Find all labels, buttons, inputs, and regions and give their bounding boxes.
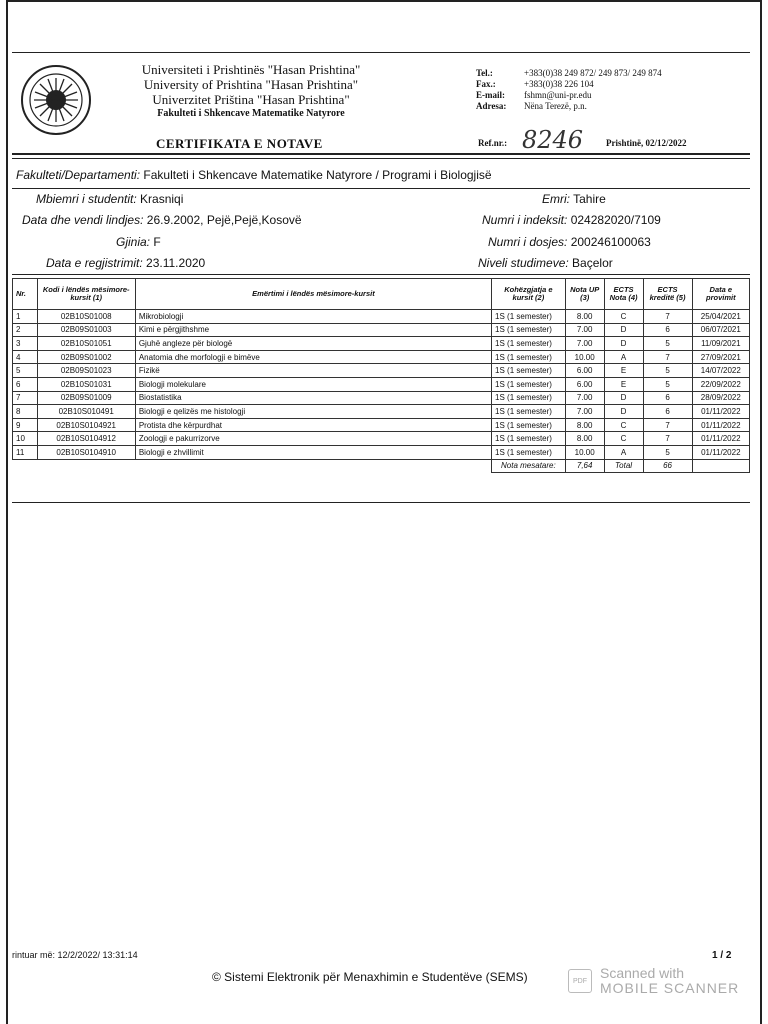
table-cell: 4 — [13, 350, 38, 364]
table-cell: Anatomia dhe morfologji e bimëve — [135, 350, 491, 364]
table-row — [13, 418, 750, 432]
certificate-title: CERTIFIKATA E NOTAVE — [156, 136, 323, 151]
table-cell: 01/11/2022 — [692, 418, 749, 432]
table-cell: D — [604, 405, 643, 419]
table-cell: 02B10S010491 — [37, 405, 135, 419]
scanner-line-2: MOBILE SCANNER — [600, 980, 740, 996]
table-cell: 02B10S01031 — [37, 377, 135, 391]
contact-row: Fax.: +383(0)38 226 104 — [476, 79, 594, 89]
pdf-icon: PDF — [568, 969, 592, 993]
col-header: Nota UP (3) — [565, 279, 604, 310]
table-row — [13, 350, 750, 364]
table-cell: 9 — [13, 418, 38, 432]
index-field: Numri i indeksit: 024282020/7109 — [482, 213, 661, 227]
table-cell: E — [604, 364, 643, 378]
table-cell: 3 — [13, 337, 38, 351]
table-cell: 02B09S01023 — [37, 364, 135, 378]
table-row — [13, 323, 750, 337]
total-label: Total — [604, 459, 643, 473]
table-cell: D — [604, 391, 643, 405]
table-cell: 22/09/2022 — [692, 377, 749, 391]
contact-row: Tel.: +383(0)38 249 872/ 249 873/ 249 874 — [476, 68, 662, 78]
table-footer-row — [13, 459, 750, 473]
table-cell: 02B10S0104921 — [37, 418, 135, 432]
table-cell: 7.00 — [565, 323, 604, 337]
col-header: ECTS kreditë (5) — [643, 279, 692, 310]
level-field: Niveli studimeve: Baçelor — [478, 256, 613, 270]
table-cell: 1S (1 semester) — [492, 310, 566, 324]
table-cell: 02B10S0104910 — [37, 445, 135, 459]
surname-field: Mbiemri i studentit: Krasniqi — [36, 192, 184, 206]
student-rule — [12, 188, 750, 189]
table-cell: 1S (1 semester) — [492, 391, 566, 405]
table-cell: 02B09S01002 — [37, 350, 135, 364]
table-cell: 1S (1 semester) — [492, 405, 566, 419]
table-cell: C — [604, 418, 643, 432]
table-row — [13, 337, 750, 351]
dossier-field: Numri i dosjes: 200246100063 — [488, 235, 651, 249]
table-cell: Fizikë — [135, 364, 491, 378]
col-header: Kodi i lëndës mësimore-kursit (1) — [37, 279, 135, 310]
table-cell: 06/07/2021 — [692, 323, 749, 337]
contact-block — [476, 68, 662, 112]
table-cell: 7.00 — [565, 391, 604, 405]
table-cell: Kimi e përgjithshme — [135, 323, 491, 337]
table-cell: 1S (1 semester) — [492, 323, 566, 337]
table-cell: Biologji e qelizës me histologji — [135, 405, 491, 419]
table-bottom-rule — [12, 502, 750, 503]
grades-table — [12, 278, 750, 473]
table-cell: 7 — [643, 350, 692, 364]
registration-field: Data e regjistrimit: 23.11.2020 — [46, 256, 206, 270]
table-cell: 1S (1 semester) — [492, 364, 566, 378]
name-field: Emri: Tahire — [542, 192, 606, 206]
table-cell: 10.00 — [565, 350, 604, 364]
table-cell: 01/11/2022 — [692, 405, 749, 419]
faculty-name: Fakulteti i Shkencave Matematike Natyrore — [157, 108, 345, 119]
table-cell: 27/09/2021 — [692, 350, 749, 364]
table-row — [13, 391, 750, 405]
table-cell: 8.00 — [565, 432, 604, 446]
ref-label: Ref.nr.: — [478, 138, 508, 148]
table-top-rule — [12, 274, 750, 275]
table-cell: 5 — [13, 364, 38, 378]
table-cell: 25/04/2021 — [692, 310, 749, 324]
scanner-line-1: Scanned with — [600, 965, 685, 981]
university-seal-icon — [20, 64, 92, 136]
table-row — [13, 310, 750, 324]
table-cell: 7 — [643, 310, 692, 324]
table-cell: Biologji molekulare — [135, 377, 491, 391]
page-number: 1 / 2 — [712, 950, 732, 961]
table-row — [13, 364, 750, 378]
table-cell: 02B09S01009 — [37, 391, 135, 405]
table-cell: 1 — [13, 310, 38, 324]
table-cell: 1S (1 semester) — [492, 432, 566, 446]
table-cell: 8 — [13, 405, 38, 419]
table-cell: 11 — [13, 445, 38, 459]
table-row — [13, 432, 750, 446]
university-line-2: University of Prishtina "Hasan Prishtina" — [143, 77, 359, 92]
table-cell: A — [604, 350, 643, 364]
table-cell: 7.00 — [565, 405, 604, 419]
table-cell: 5 — [643, 445, 692, 459]
col-header: Kohëzgjatja e kursit (2) — [492, 279, 566, 310]
faculty-field: Fakulteti/Departamenti: Fakulteti i Shkencave Matematike Natyrore / Programi i Biologjisë — [16, 168, 492, 182]
table-cell: 2 — [13, 323, 38, 337]
table-cell: 5 — [643, 364, 692, 378]
table-cell: Gjuhë angleze për biologë — [135, 337, 491, 351]
table-cell: 10 — [13, 432, 38, 446]
table-row — [13, 445, 750, 459]
table-cell: 7 — [643, 418, 692, 432]
birth-field: Data dhe vendi lindjes: 26.9.2002, Pejë,Pejë,Kosovë — [22, 213, 302, 227]
scanner-watermark — [568, 966, 739, 996]
top-rule — [12, 52, 750, 53]
table-cell: 6 — [13, 377, 38, 391]
table-cell: 6 — [643, 323, 692, 337]
header-rule — [12, 153, 750, 155]
table-cell: 8.00 — [565, 310, 604, 324]
col-header: ECTS Nota (4) — [604, 279, 643, 310]
average-label: Nota mesatare: — [492, 459, 566, 473]
table-cell: 1S (1 semester) — [492, 350, 566, 364]
col-header: Emërtimi i lëndës mësimore-kursit — [135, 279, 491, 310]
table-cell: 5 — [643, 337, 692, 351]
col-header: Data e provimit — [692, 279, 749, 310]
ref-number: 8246 — [522, 126, 584, 154]
table-cell: 28/09/2022 — [692, 391, 749, 405]
table-cell: 7.00 — [565, 337, 604, 351]
total-value: 66 — [643, 459, 692, 473]
table-cell: C — [604, 310, 643, 324]
gender-field: Gjinia: F — [116, 235, 161, 249]
contact-row: Adresa: Nëna Terezë, p.n. — [476, 101, 587, 111]
table-cell: 10.00 — [565, 445, 604, 459]
table-cell: 6 — [643, 405, 692, 419]
table-cell: 6.00 — [565, 377, 604, 391]
university-name — [106, 62, 396, 121]
table-cell: 02B10S0104912 — [37, 432, 135, 446]
table-cell: Protista dhe kërpurdhat — [135, 418, 491, 432]
table-cell: Biologji e zhvillimit — [135, 445, 491, 459]
university-line-3: Univerzitet Priština "Hasan Prishtina" — [152, 92, 350, 107]
average-value: 7,64 — [565, 459, 604, 473]
table-cell: C — [604, 432, 643, 446]
table-cell: 5 — [643, 377, 692, 391]
table-cell: 1S (1 semester) — [492, 418, 566, 432]
table-cell: Biostatistika — [135, 391, 491, 405]
table-cell: 14/07/2022 — [692, 364, 749, 378]
table-header-row — [13, 279, 750, 310]
sems-footer: © Sistemi Elektronik për Menaxhimin e Studentëve (SEMS) — [212, 970, 528, 984]
table-row — [13, 377, 750, 391]
table-cell: 1S (1 semester) — [492, 337, 566, 351]
table-cell: Mikrobiologji — [135, 310, 491, 324]
place-date: Prishtinë, 02/12/2022 — [606, 138, 687, 148]
table-cell: 7 — [643, 432, 692, 446]
printed-timestamp: rintuar më: 12/2/2022/ 13:31:14 — [12, 950, 138, 960]
contact-row: E-mail: fshmn@uni-pr.edu — [476, 90, 592, 100]
table-cell: A — [604, 445, 643, 459]
table-cell: 1S (1 semester) — [492, 377, 566, 391]
table-cell: 6 — [643, 391, 692, 405]
table-cell: 02B10S01051 — [37, 337, 135, 351]
table-cell: D — [604, 323, 643, 337]
col-header: Nr. — [13, 279, 38, 310]
table-cell: D — [604, 337, 643, 351]
header-rule-2 — [12, 158, 750, 159]
table-cell: 02B10S01008 — [37, 310, 135, 324]
table-cell: 01/11/2022 — [692, 432, 749, 446]
table-cell: E — [604, 377, 643, 391]
table-cell: 11/09/2021 — [692, 337, 749, 351]
table-cell: 6.00 — [565, 364, 604, 378]
table-cell: 1S (1 semester) — [492, 445, 566, 459]
table-cell: 8.00 — [565, 418, 604, 432]
table-cell: 7 — [13, 391, 38, 405]
table-row — [13, 405, 750, 419]
table-cell: 01/11/2022 — [692, 445, 749, 459]
table-cell: 02B09S01003 — [37, 323, 135, 337]
university-line-1: Universiteti i Prishtinës "Hasan Prishtina" — [141, 62, 361, 77]
table-cell: Zoologji e pakurrizorve — [135, 432, 491, 446]
